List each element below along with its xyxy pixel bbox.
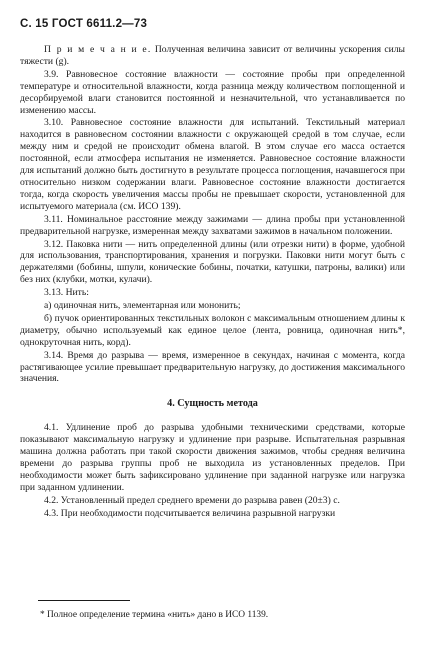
section-title: 4. Сущность метода: [167, 398, 258, 410]
paragraph-3-12: 3.12. Паковка нити — нить определенной длины (или отрезки нити) в форме, удобной для использования, транспортирования, хранения и погрузки. Паковки нити могут быть с держателями (бобины, шпули, конические бобины, початки, катушки, патроны, валики) или без них (клубки, мотки, кулачи).: [20, 238, 405, 286]
paragraph-4-3: 4.3. При необходимости подсчитывается величина разрывной нагрузки: [44, 507, 336, 519]
note-label: П р и м е ч а н и е.: [44, 44, 152, 55]
page-header: С. 15 ГОСТ 6611.2—73: [20, 18, 148, 30]
paragraph-3-11: 3.11. Номинальное расстояние между зажимами — длина пробы при установленной предварительной нагрузке, измеренная между захватами зажимов в начальном положении.: [20, 213, 405, 237]
paragraph-3-9: 3.9. Равновесное состояние влажности — состояние пробы при определенной температуре и относительной влажности, когда разница между количеством поглощенной и десорбируемой влаги становится постоянной и незначительной, что устанавливается по изменению массы.: [20, 68, 405, 116]
note-text: Полученная величина зависит от величины ускорения силы тяжести (g).: [20, 44, 405, 67]
document-body: [20, 44, 405, 521]
note-paragraph: [20, 44, 405, 68]
footnote-divider: [38, 600, 130, 601]
paragraph-3-10: 3.10. Равновесное состояние влажности для испытаний. Текстильный материал находится в равновесном состоянии влажности с окружающей средой в том случае, если между ним и средой не происходит обмена влагой. В этом случае его масса остается постоянной, если атмосфера испытания не изменяется. Равновесное состояние влажности для испытаний должно быть достигнуто в результате процесса поглощения, начавшегося при относительно низком содержании влаги. Равновесное состояние влажности достигается тогда, когда скорость увеличения массы пробы не превышает скорости, установленной для испытуемого материала (см. ИСО 139).: [20, 117, 405, 212]
paragraph-3-14: 3.14. Время до разрыва — время, измеренное в секундах, начиная с момента, когда растягивающее усилие превышает предварительную нагрузку, до достижения максимального значения.: [20, 349, 405, 385]
paragraph-3-13: 3.13. Нить:: [44, 287, 89, 299]
list-item-b: б) пучок ориентированных текстильных волокон с максимальным отношением длины к диаметру, обычно используемый как единое целое (лента, ровница, одиночная нить*, однокруточная нить, корд).: [20, 312, 405, 348]
footnote: * Полное определение термина «нить» дано в ИСО 1139.: [40, 610, 269, 620]
paragraph-4-2: 4.2. Установленный предел среднего времени до разрыва равен (20±3) с.: [44, 494, 340, 506]
list-item-a: а) одиночная нить, элементарная или мононить;: [44, 300, 241, 312]
paragraph-4-1: 4.1. Удлинение проб до разрыва удобными техническими средствами, которые показывают максимальную нагрузку и удлинение при разрыве. Испытательная разрывная машина должна работать при такой скорости движения зажимов, чтобы средняя величина времени до разрыва группы проб не выходила из установленных пределов. При необходимости может быть зафиксировано удлинение при заданной нагрузке или нагрузка при заданном удлинении.: [20, 422, 405, 493]
